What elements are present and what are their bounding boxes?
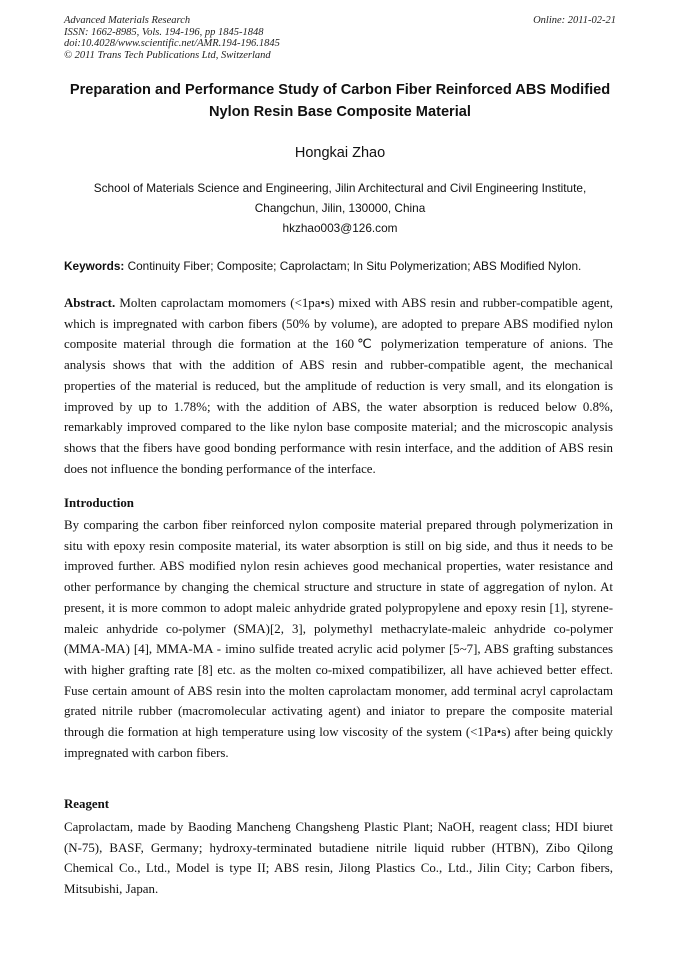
- author-affiliation: School of Materials Science and Engineering, Jilin Architectural and Civil Engineering Institute, Changchun, Jilin, 130000, China: [93, 181, 587, 215]
- keywords-line: [64, 258, 624, 274]
- author-email: hkzhao003@126.com: [282, 221, 398, 235]
- doi-line: doi:10.4028/www.scientific.net/AMR.194-196.1845: [64, 38, 280, 49]
- introduction-heading: Introduction: [64, 496, 134, 510]
- paper-title: Preparation and Performance Study of Carbon Fiber Reinforced ABS Modified Nylon Resin Base Composite Material: [69, 82, 611, 120]
- online-date: Online: 2011-02-21: [533, 15, 616, 26]
- running-header: [64, 15, 616, 61]
- keywords-label: Keywords:: [64, 259, 125, 273]
- reagent-paragraph: Caprolactam, made by Baoding Mancheng Changsheng Plastic Plant; NaOH, reagent class; HDI biuret (N-75), BASF, Germany; hydroxy-terminated butadiene nitrile liquid rubber (HTBN), Zibo Qilong Chemical Co., Ltd., Model is type II; ABS resin, Jilong Plastics Co., Ltd., Jilin City; Carbon fibers, Mitsubishi, Japan.: [64, 820, 613, 897]
- abstract-paragraph: [64, 293, 613, 479]
- introduction-paragraph: By comparing the carbon fiber reinforced nylon composite material prepared through polymerization in situ with epoxy resin composite material, its water absorption is still on big side, and thus it needs to be improved further. ABS modified nylon resin achieves good mechanical properties, water resistance and other performance by changing the chemical structure and structure in state of aggregation of nylon. At present, it is more common to adopt maleic anhydride grated polypropylene and epoxy resin [1], styrene-maleic anhydride co-polymer (SMA)[2, 3], polymethyl methacrylate-maleic anhydride co-polymer (MMA-MA) [4], MMA-MA - imino sulfide treated acrylic acid polymer [5~7], ABS grafting substances with higher grafting rate [8] etc. as the molten co-mixed compatibilizer, all have achieved better effect. Fuse certain amount of ABS resin into the molten caprolactam monomer, add terminal acryl caprolactam grated nitrile rubber (macromolecular activating agent) and iniator to prepare the composite material through die formation at high temperature using low viscosity of the system (<1Pa•s) after being quickly impregnated with carbon fibers.: [64, 518, 613, 760]
- issn-line: ISSN: 1662-8985, Vols. 194-196, pp 1845-1848: [64, 26, 264, 38]
- journal-name: Advanced Materials Research: [64, 15, 191, 26]
- keywords-text: Continuity Fiber; Composite; Caprolactam; In Situ Polymerization; ABS Modified Nylon.: [127, 259, 582, 273]
- abstract-text: Molten caprolactam momomers (<1pa•s) mixed with ABS resin and rubber-compatible agent, which is impregnated with carbon fibers (50% by volume), are adopted to prepare ABS modified nylon composite material through die formation at the 160℃ polymerization temperature of anions. The analysis shows that with the addition of ABS resin and rubber-compatible agent, the mechanical properties of the material is reduced, but the amplitude of reduction is very small, and its elongation is improved by up to 1.78%; with the addition of ABS, the water absorption is reduced below 0.8%, remarkably improved compared to the like nylon base composite material; and the microscopic analysis shows that the fibers have good bonding performance with resin interface, and the addition of ABS resin does not influence the bonding performance of the interface.: [64, 296, 613, 476]
- copyright-line: © 2011 Trans Tech Publications Ltd, Switzerland: [64, 49, 271, 61]
- author-name: Hongkai Zhao: [294, 145, 386, 161]
- reagent-heading: Reagent: [64, 797, 110, 811]
- abstract-label: Abstract.: [64, 296, 116, 310]
